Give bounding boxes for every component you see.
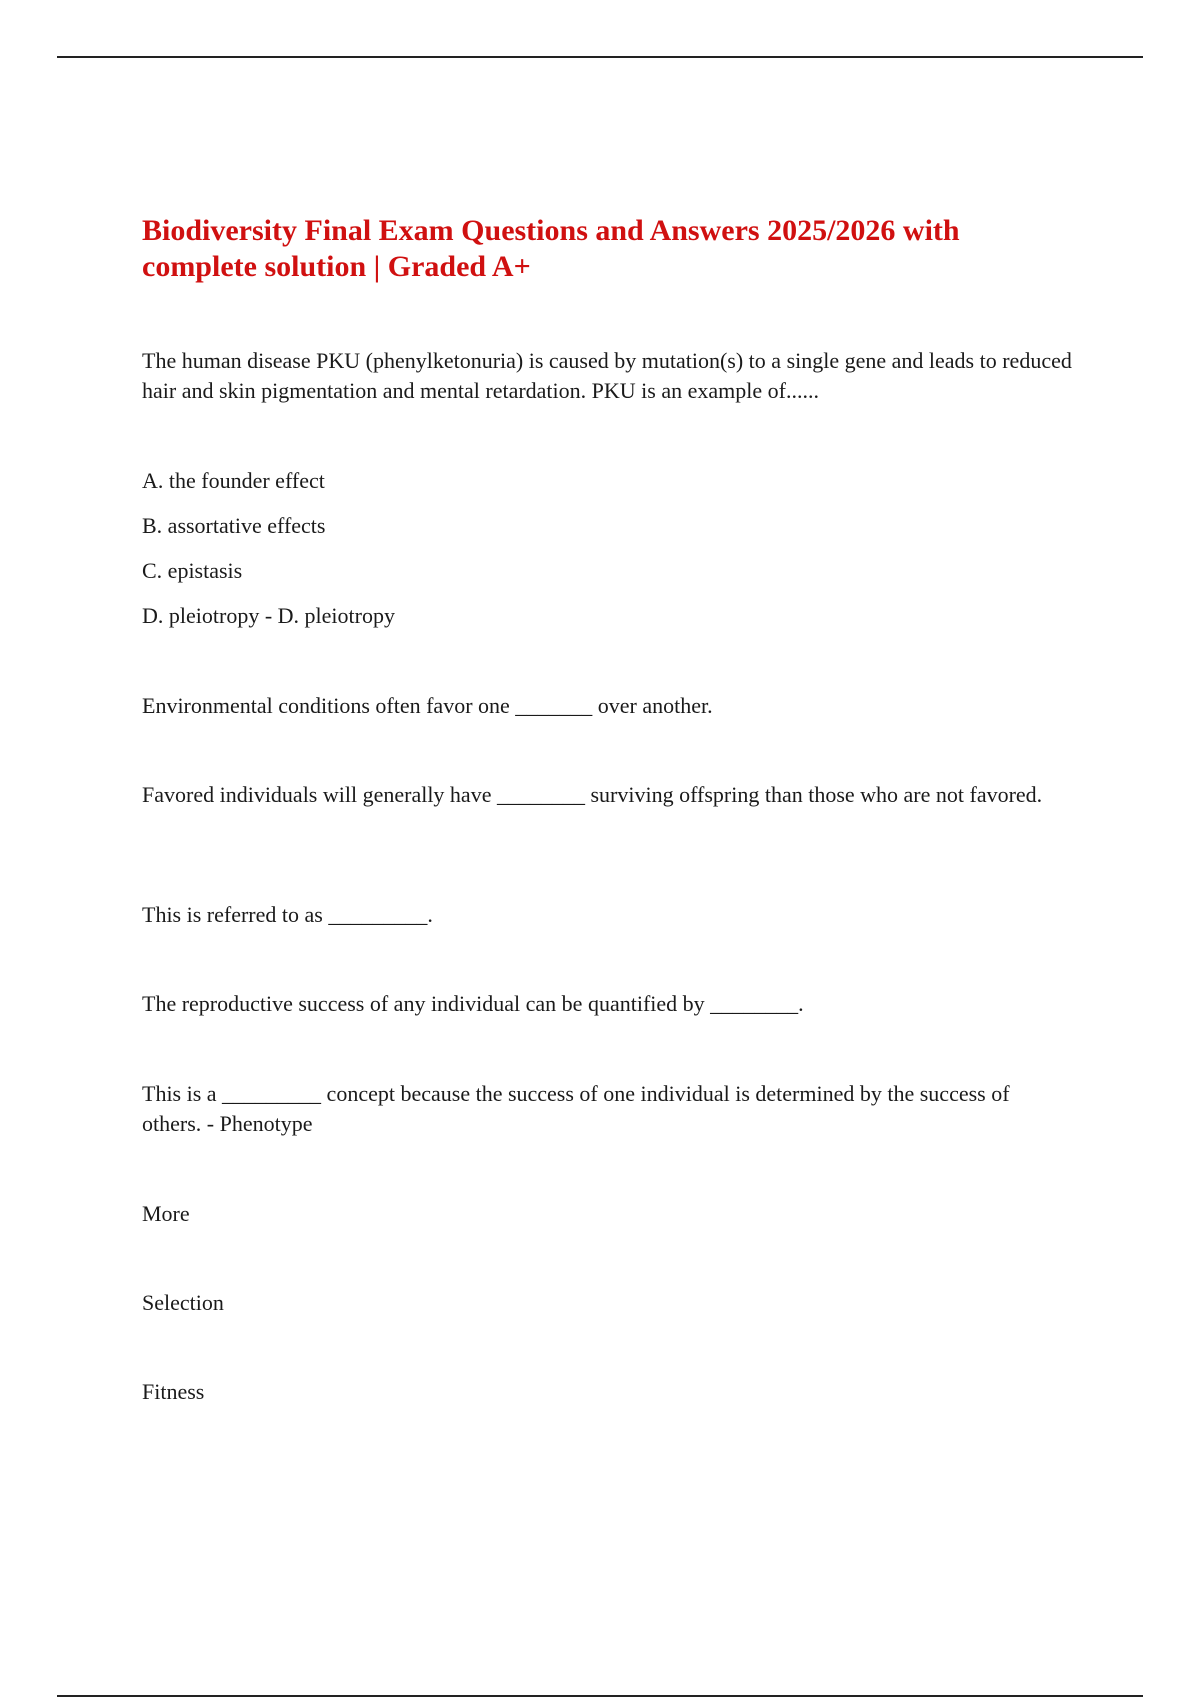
answer-option-b: B. assortative effects <box>142 513 326 538</box>
answer-option-d: D. pleiotropy - D. pleiotropy <box>142 603 395 628</box>
answer-option-c: C. epistasis <box>142 558 243 583</box>
top-rule <box>57 56 1143 58</box>
question-text: The human disease PKU (phenylketonuria) is caused by mutation(s) to a single gene and leads to reduced hair and skin pigmentation and mental retardation. PKU is an example of...... <box>142 348 1072 403</box>
answer-more: More <box>142 1201 190 1226</box>
answer-option-a: A. the founder effect <box>142 468 325 493</box>
document-title: Biodiversity Final Exam Questions and Answers 2025/2026 with complete solution | Graded A+ <box>142 214 960 283</box>
statement-environmental: Environmental conditions often favor one _______ over another. <box>142 693 713 718</box>
answer-selection: Selection <box>142 1290 224 1315</box>
answer-fitness: Fitness <box>142 1379 205 1404</box>
statement-referred: This is referred to as _________. <box>142 902 433 927</box>
statement-reproductive: The reproductive success of any individual can be quantified by ________. <box>142 991 804 1016</box>
statement-concept: This is a _________ concept because the success of one individual is determined by the success of others. - Phenotype <box>142 1081 1010 1136</box>
bottom-rule <box>57 1695 1143 1697</box>
statement-favored: Favored individuals will generally have ________ surviving offspring than those who are not favored. <box>142 782 1043 807</box>
